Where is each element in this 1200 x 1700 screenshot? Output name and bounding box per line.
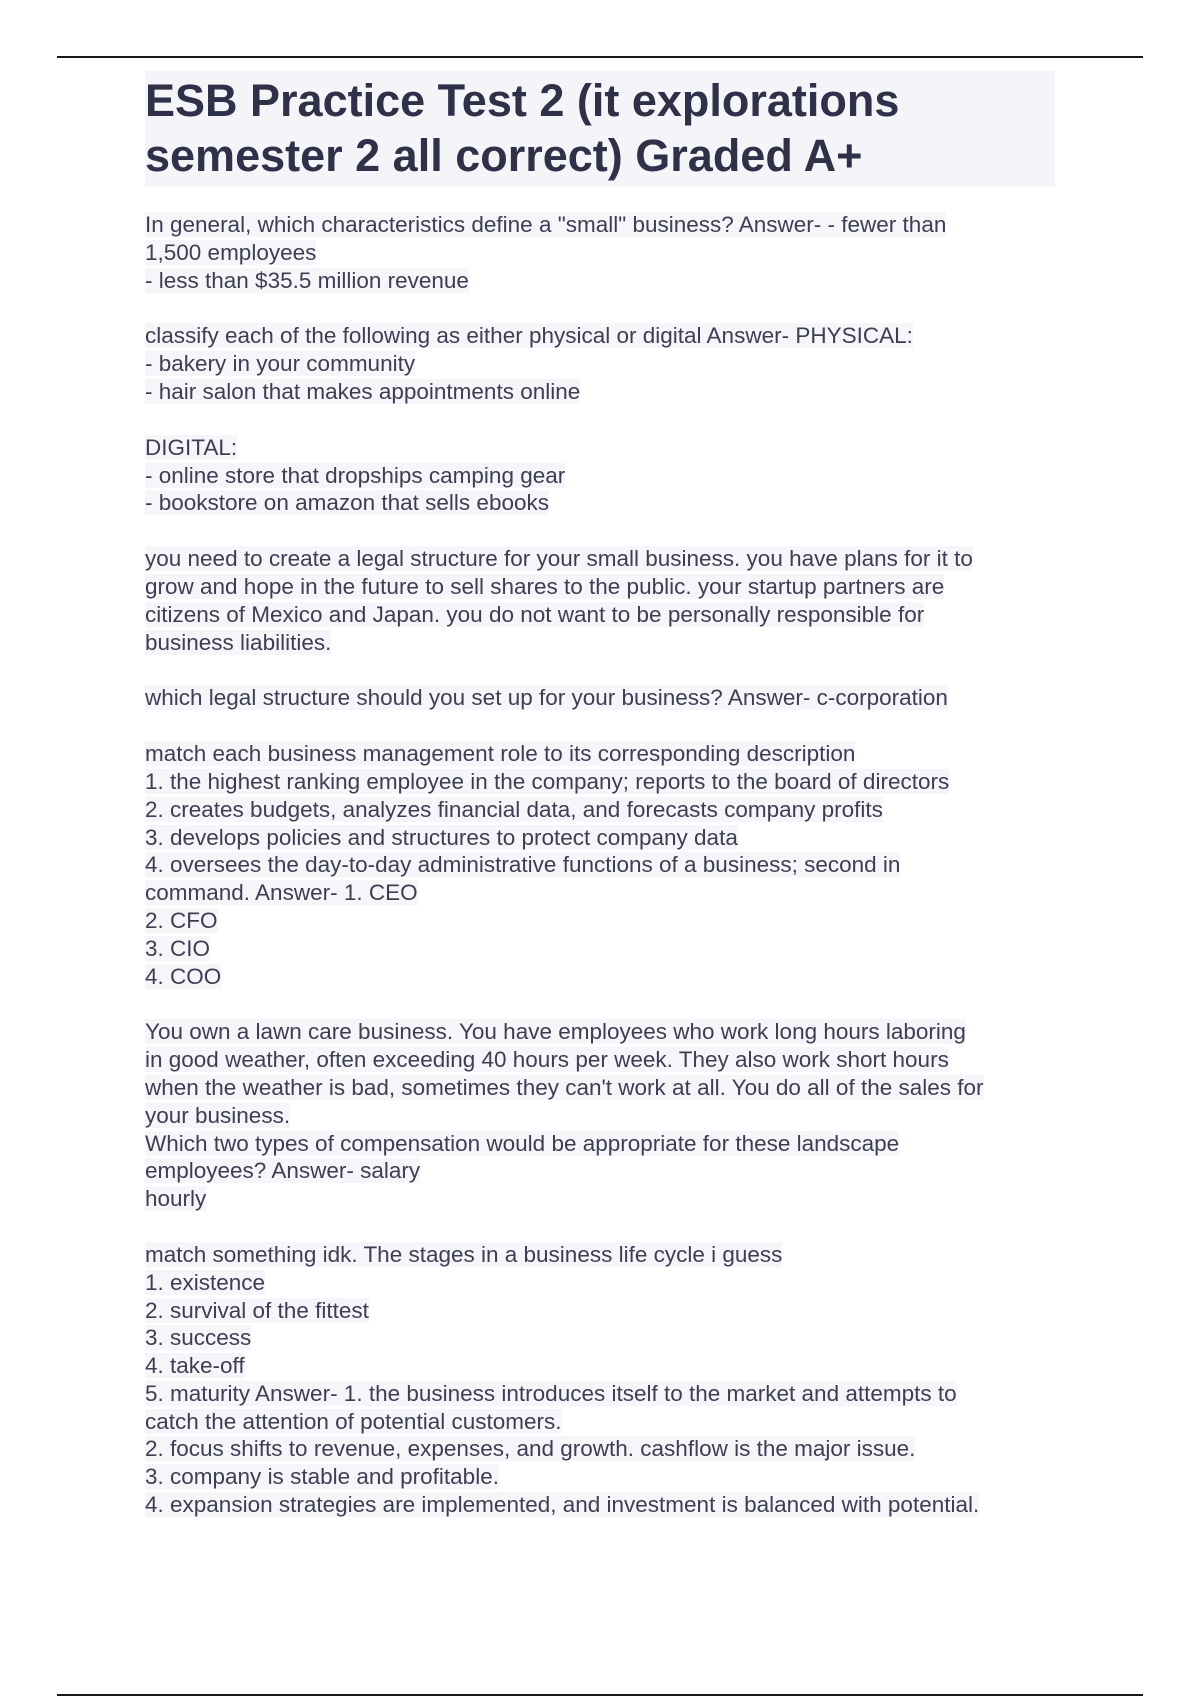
text-line xyxy=(145,935,1055,963)
qa-block xyxy=(145,1241,1055,1519)
text-line-content: 4. oversees the day-to-day administrative functions of a business; second in xyxy=(145,852,901,878)
text-line xyxy=(145,573,1055,601)
text-line xyxy=(145,1269,1055,1297)
text-line xyxy=(145,1018,1055,1046)
text-line-content: 3. CIO xyxy=(145,935,211,961)
text-line xyxy=(145,434,1055,462)
text-line-content: - bookstore on amazon that sells ebooks xyxy=(145,490,549,516)
text-line-content: your business. xyxy=(145,1102,291,1128)
qa-block xyxy=(145,545,1055,656)
bottom-divider xyxy=(57,1694,1143,1696)
text-line-content: 1. existence xyxy=(145,1269,266,1295)
text-line-content: 2. CFO xyxy=(145,907,218,933)
text-line xyxy=(145,1185,1055,1213)
text-line xyxy=(145,462,1055,490)
text-line-content: hourly xyxy=(145,1186,207,1212)
question-answer-list xyxy=(145,211,1055,1519)
text-line-content: 2. survival of the fittest xyxy=(145,1297,369,1323)
text-line-content: match each business management role to its corresponding description xyxy=(145,741,856,767)
text-line-content: employees? Answer- salary xyxy=(145,1158,421,1184)
text-line xyxy=(145,378,1055,406)
text-line-content: 3. develops policies and structures to protect company data xyxy=(145,824,738,850)
text-line-content: 1. the highest ranking employee in the company; reports to the board of directors xyxy=(145,768,950,794)
text-line-content: 5. maturity Answer- 1. the business introduces itself to the market and attempts to xyxy=(145,1380,957,1406)
text-line xyxy=(145,1491,1055,1519)
text-line-content: You own a lawn care business. You have employees who work long hours laboring xyxy=(145,1019,966,1045)
text-line xyxy=(145,1102,1055,1130)
title-line: ESB Practice Test 2 (it explorations xyxy=(145,75,900,126)
text-line-content: 4. take-off xyxy=(145,1353,245,1379)
text-line-content: 2. focus shifts to revenue, expenses, and growth. cashflow is the major issue. xyxy=(145,1436,916,1462)
text-line xyxy=(145,851,1055,879)
text-line xyxy=(145,684,1055,712)
text-line-content: classify each of the following as either physical or digital Answer- PHYSICAL: xyxy=(145,323,913,349)
text-line-content: when the weather is bad, sometimes they can't work at all. You do all of the sales for xyxy=(145,1074,984,1100)
text-line xyxy=(145,1130,1055,1158)
text-line xyxy=(145,824,1055,852)
text-line-content: - bakery in your community xyxy=(145,351,416,377)
text-line-content: 4. expansion strategies are implemented, and investment is balanced with potential. xyxy=(145,1492,980,1518)
text-line xyxy=(145,1435,1055,1463)
text-line-content: match something idk. The stages in a business life cycle i guess xyxy=(145,1241,783,1267)
qa-block xyxy=(145,434,1055,517)
document-body xyxy=(145,71,1055,1547)
top-divider xyxy=(57,56,1143,58)
text-line-content: - hair salon that makes appointments online xyxy=(145,378,581,404)
text-line xyxy=(145,963,1055,991)
text-line-content: 3. success xyxy=(145,1325,252,1351)
text-line xyxy=(145,1157,1055,1185)
text-line xyxy=(145,1463,1055,1491)
text-line xyxy=(145,322,1055,350)
text-line xyxy=(145,768,1055,796)
text-line xyxy=(145,267,1055,295)
qa-block xyxy=(145,211,1055,294)
text-line-content: 4. COO xyxy=(145,963,222,989)
text-line xyxy=(145,1074,1055,1102)
text-line-content: 3. company is stable and profitable. xyxy=(145,1464,499,1490)
text-line-content: 1,500 employees xyxy=(145,239,317,265)
text-line-content: which legal structure should you set up for your business? Answer- c-corporation xyxy=(145,685,948,711)
text-line xyxy=(145,239,1055,267)
text-line xyxy=(145,211,1055,239)
text-line-content: Which two types of compensation would be appropriate for these landscape xyxy=(145,1130,900,1156)
text-line-content: in good weather, often exceeding 40 hours per week. They also work short hours xyxy=(145,1047,949,1073)
text-line-content: DIGITAL: xyxy=(145,434,238,460)
text-line xyxy=(145,1046,1055,1074)
text-line xyxy=(145,601,1055,629)
text-line-content: - online store that dropships camping gear xyxy=(145,462,566,488)
text-line xyxy=(145,1352,1055,1380)
text-line xyxy=(145,1380,1055,1408)
text-line-content: 2. creates budgets, analyzes financial data, and forecasts company profits xyxy=(145,796,883,822)
text-line xyxy=(145,545,1055,573)
qa-block xyxy=(145,684,1055,712)
text-line-content: you need to create a legal structure for your small business. you have plans for it to xyxy=(145,546,973,572)
text-line-content: citizens of Mexico and Japan. you do not want to be personally responsible for xyxy=(145,601,925,627)
qa-block xyxy=(145,322,1055,405)
text-line xyxy=(145,1324,1055,1352)
text-line xyxy=(145,740,1055,768)
text-line-content: command. Answer- 1. CEO xyxy=(145,880,418,906)
title-line: semester 2 all correct) Graded A+ xyxy=(145,130,863,181)
text-line xyxy=(145,1297,1055,1325)
text-line-content: business liabilities. xyxy=(145,629,332,655)
qa-block xyxy=(145,1018,1055,1213)
text-line xyxy=(145,350,1055,378)
text-line-content: catch the attention of potential customers. xyxy=(145,1408,562,1434)
text-line xyxy=(145,907,1055,935)
text-line xyxy=(145,1408,1055,1436)
qa-block xyxy=(145,740,1055,990)
text-line xyxy=(145,796,1055,824)
text-line-content: grow and hope in the future to sell shares to the public. your startup partners are xyxy=(145,573,945,599)
text-line xyxy=(145,629,1055,657)
text-line-content: - less than $35.5 million revenue xyxy=(145,267,469,293)
text-line xyxy=(145,879,1055,907)
text-line xyxy=(145,1241,1055,1269)
text-line xyxy=(145,489,1055,517)
text-line-content: In general, which characteristics define a "small" business? Answer- - fewer than xyxy=(145,212,947,237)
document-title xyxy=(145,71,1055,187)
